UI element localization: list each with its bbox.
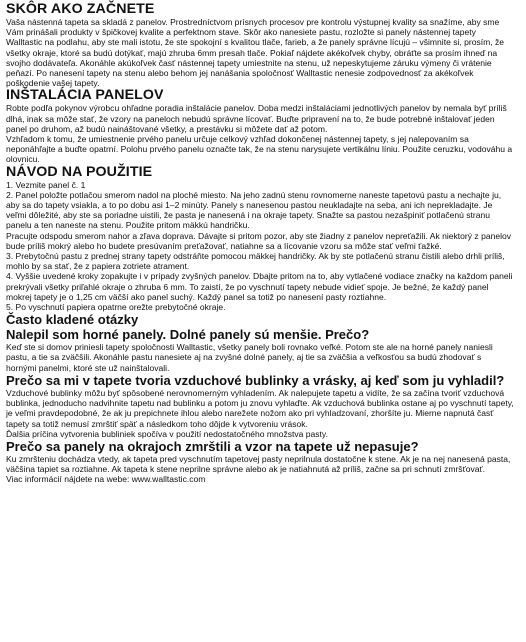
more-info-line: Viac informácií nájdete na webe: www.walltastic.com — [6, 474, 206, 485]
step-2: 2. Panel položte potlačou smerom nadol na ploché miesto. Na jeho zadnú stenu rovnomerne naneste tapetovú pastu a nechajte ju, aby sa do tapety vsiakla, a to po dobu asi 1–2 minúty. Panely s nanesenou pastou neukladajte na seba, ani ich neprekladajte. Je veľmi dôležité, aby ste sa poriadne uistili, že pasta je nanesená i na okraje tapety. Snažte sa pastou nezašpiniť potlačenú stranu panelu a ten naneste na stenu. Použite pritom mäkkú handričku. — [6, 189, 502, 231]
heading-faq: Často kladené otázky — [6, 312, 139, 328]
paragraph-before-start: Vaša nástenná tapeta sa skladá z panelov. Prostredníctvom prísnych procesov pre kontrolu výstupnej kvality sa snažíme, aby sme Vám prinášali produkty v špičkovej kvalite a perfektnom stave. Skôr ako nanesiete pastu, rozložte si panely nástennej tapety Walltastic na podlahu, aby ste mali istotu, že ste spokojní s kvalitou tlače, farieb, a že panely správne lícujú – všimnite si, prosím, že všetky okraje, ktoré sa budú dotýkať, majú zhruba 6mm presah tlače. Pokiaľ nájdete akékoľvek chyby, obráťte sa prosím ihneď na svojho dodávateľa. Akonáhle akúkoľvek časť nástennej tapety umiestnite na stenu, už nepeskytujeme záruku výmeny či vrátenie peňazí. Po nanesení tapety na stenu alebo behom jej nanášania spoločnosť Walltastic nenesie zodpovednosť za akékoľvek poškodenie vašej tapety. — [6, 17, 505, 89]
step-1: 1. Vezmite panel č. 1 — [6, 179, 86, 190]
faq-answer-2-continued: Ďalšia príčina vytvorenia bubliniek spočíva v použití nedostatočného množstva pasty. — [6, 428, 328, 439]
faq-answer-2: Vzduchové bublinky môžu byť spôsobené nerovnomerným vyhladením. Ak nalepujete tapetu a vidíte, že sa začína tvoriť vzduchová bublinka, jednoducho nadvihnite tapetu nad bublinku a potom ju znovu vyhlaďte. Ak vzduchová bublinka ostane aj po vyschnutí tapety, je veľmi pravdepodobné, že ak ju prepichnete ihlou alebo narežete nožom ako pri vyhladzovaní, zhoršíte ju. Mierne napnutá časť tapety sa totiž nemusí zmrštiť späť a následkom toho dôjde k vytvoreniu vrások. — [6, 387, 514, 429]
step-5: 5. Po vyschnutí papiera opatrne orežte prebytočné okraje. — [6, 302, 226, 313]
paragraph-installation-order: Robte podľa pokynov výrobcu ohľadne poradia inštalácie panelov. Doba medzi inštaláciami jednotlivých panelov by nemala byť príliš dlhá, inak sa môže stať, že vzory na paneloch nebudú správne lícovať. Buďte pripravení na to, že bude potrebné inštalovať jeden panel po druhom, až budú naináštované všetky, a prestávku si môžete dať až potom. — [6, 103, 507, 134]
faq-answer-1: Keď ste si domov priniesli tapety spoločnosti Walltastic, všetky panely boli rovnako veľké. Potom ste ale na horné panely naniesli pastu, a tie sa zväčšili. Akonáhle pastu nanesiete aj na zvyšné dolné panely, aj tie sa zväčšia a veľkosťou sa budú zhodovať s hornými panelmi, ktoré ste už nainštalovali. — [6, 342, 493, 373]
heading-before-start: SKÔR AKO ZAČNETE — [6, 1, 155, 17]
heading-panel-installation: INŠTALÁCIA PANELOV — [6, 87, 164, 104]
heading-usage-guide: NÁVOD NA POUŽITIE — [6, 163, 153, 180]
faq-question-2: Prečo sa mi v tapete tvoria vzduchové bublinky a vrásky, aj keď som ju vyhladil? — [6, 372, 505, 388]
step-2-continued: Pracujte odspodu smerom nahor a zľava doprava. Dávajte si pritom pozor, aby ste žiadny z panelov nepreťažili. Ak niektorý z panelov bude príliš mokrý alebo ho budete presúvaním preťažovať, natiahne sa a lícovanie vzoru sa môže stať veľmi ťažké. — [6, 230, 512, 251]
faq-question-3: Prečo sa panely na okrajoch zmrštili a vzor na tapete už nepasuje? — [6, 438, 419, 454]
faq-answer-3: Ku zmršteniu dochádza vtedy, ak tapeta pred vyschnutím tapetovej pasty neprilnula dostatočne k stene. Ak je na nej nanesená pasta, väčšina tapiet sa roztiahne. Ak tapeta k stene neprilne správne alebo ak je natiahnutá až príliš, začne sa pri schnutí zmršťovať. — [6, 453, 511, 475]
step-4: 4. Vyššie uvedené kroky zopakujte i v prípady zvyšných panelov. Dbajte pritom na to, aby vytlačené vodiace značky na každom paneli prekrývali všetky priľahlé okraje o zhruba 6 mm. To zaistí, že po vyschnutí tapety nebude vidieť spoje. Je bežné, že každý panel mokrej tapety je o 1,25 cm väčší ako panel suchý. Každý panel sa totiž po nanesení pasty roztiahne. — [6, 271, 513, 302]
faq-question-1: Nalepil som horné panely. Dolné panely sú menšie. Prečo? — [6, 327, 370, 343]
paragraph-first-panel: Vzhľadom k tomu, že umiestnenie prvého panelu určuje celkový vzhľad dokončenej nástennej tapety, s jej nalepovaním sa neponáhľajte a buďte opatrní. Polohu prvého panelu označte tak, že na stenu narysujete vertikálnu líniu. Použite ceruzku, vodováhu a olovnicu. — [6, 134, 513, 165]
step-3: 3. Prebytočnú pastu z prednej strany tapety odstráňte pomocou mäkkej handričky. Ak by ste potlačenú stranu čistili alebo drhli príliš, mohlo by sa stať, že z papiera zotriete atrament. — [6, 251, 505, 272]
